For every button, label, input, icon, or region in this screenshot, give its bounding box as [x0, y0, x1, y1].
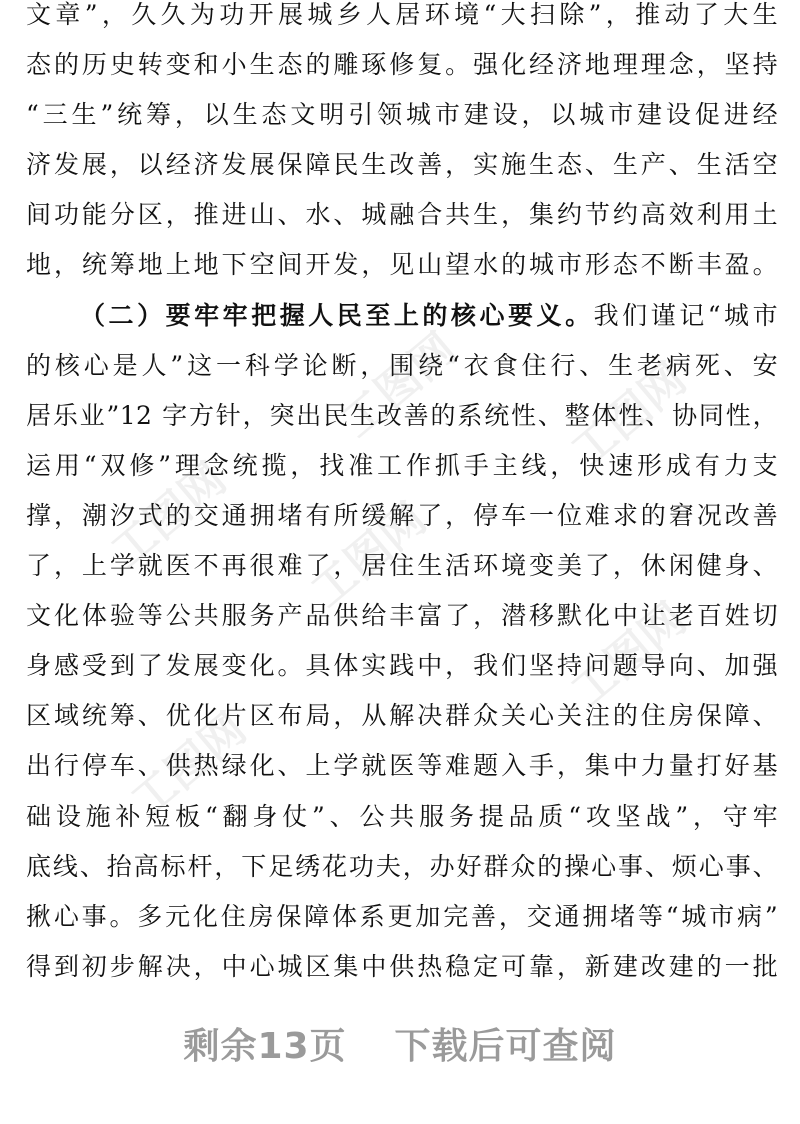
section-2-heading: （二）要牢牢把握人民至上的核心要义。 — [80, 300, 594, 330]
body-line: 间功能分区，推进山、水、城融合共生，集约节约高效利用土 — [26, 200, 778, 230]
watermark: 工图网 — [301, 493, 436, 618]
body-line: 底线、抬高标杆，下足绣花功夫，办好群众的操心事、烦心事、 — [26, 851, 778, 881]
section-2-first-line — [26, 291, 778, 341]
download-prompt-banner[interactable] — [0, 1018, 800, 1069]
body-line: 撑，潮汐式的交通拥堵有所缓解了，停车一位难求的窘况改善 — [26, 500, 778, 530]
body-line: 揪心事。多元化住房保障体系更加完善，交通拥堵等“城市病” — [26, 901, 778, 931]
body-line: 态的历史转变和小生态的雕琢修复。强化经济地理理念，坚持 — [26, 50, 778, 80]
body-line: 了，上学就医不再很难了，居住生活环境变美了，休闲健身、 — [26, 551, 778, 581]
watermark: 工图网 — [121, 703, 256, 828]
body-line: 济发展，以经济发展保障民生改善，实施生态、生产、生活空 — [26, 150, 778, 180]
watermark: 工图网 — [561, 353, 696, 478]
section-2-line-text: 我们谨记“城市 — [593, 300, 778, 330]
document-body — [26, 0, 778, 992]
body-line: 区域统筹、优化片区布局，从解决群众关心关注的住房保障、 — [26, 701, 778, 731]
body-line: “三生”统筹，以生态文明引领城市建设，以城市建设促进经 — [26, 100, 778, 130]
watermark: 工图网 — [561, 593, 696, 718]
body-line: 文章”，久久为功开展城乡人居环境“大扫除”，推动了大生 — [26, 0, 778, 29]
watermark: 工图网 — [101, 453, 236, 578]
body-line: 出行停车、供热绿化、上学就医等难题入手，集中力量打好基 — [26, 751, 778, 781]
watermark: 工图网 — [331, 323, 466, 448]
body-line: 地，统筹地上地下空间开发，见山望水的城市形态不断丰盈。 — [26, 250, 778, 280]
remaining-pages-label: 剩余13页 — [183, 1026, 347, 1067]
body-line: 础设施补短板“翻身仗”、公共服务提品质“攻坚战”，守牢 — [26, 801, 778, 831]
download-to-view-label: 下载后可查阅 — [394, 1026, 617, 1067]
body-line: 的核心是人”这一科学论断，围绕“衣食住行、生老病死、安 — [26, 350, 778, 380]
body-line: 身感受到了发展变化。具体实践中，我们坚持问题导向、加强 — [26, 651, 778, 681]
body-line: 文化体验等公共服务产品供给丰富了，潜移默化中让老百姓切 — [26, 601, 778, 631]
body-line: 居乐业”12 字方针，突出民生改善的系统性、整体性、协同性， — [26, 400, 778, 430]
body-line: 运用“双修”理念统揽，找准工作抓手主线，快速形成有力支 — [26, 450, 778, 480]
body-line: 得到初步解决，中心城区集中供热稳定可靠，新建改建的一批 — [26, 951, 778, 981]
